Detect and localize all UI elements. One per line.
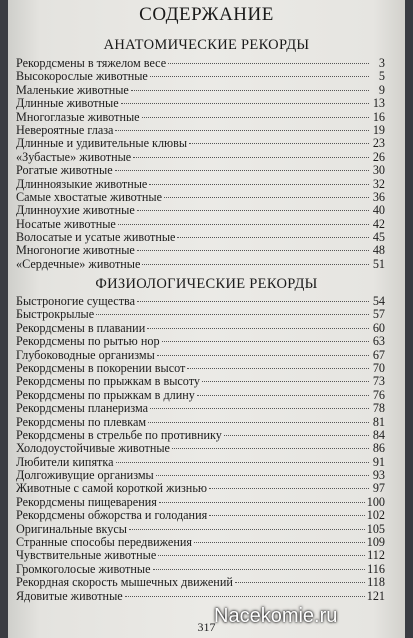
dot-leader bbox=[148, 422, 369, 423]
toc-entry-page: 48 bbox=[372, 243, 385, 258]
toc-entry bbox=[16, 349, 385, 362]
toc-entry-page: 91 bbox=[372, 454, 385, 469]
toc-entry-page: 40 bbox=[372, 203, 385, 218]
toc-entry bbox=[16, 151, 385, 164]
toc-entry bbox=[16, 402, 385, 415]
toc-entry-title: Невероятные глаза bbox=[16, 122, 114, 137]
toc-entry-page: 67 bbox=[372, 347, 385, 362]
toc-entry-title: Длинноязыкие животные bbox=[16, 176, 148, 191]
toc-entry bbox=[16, 218, 385, 231]
dot-leader bbox=[209, 488, 369, 489]
toc-entry bbox=[16, 416, 385, 429]
dot-leader bbox=[172, 448, 369, 449]
dot-leader bbox=[121, 103, 369, 104]
toc-entry-title: Ядовитые животные bbox=[16, 588, 123, 603]
toc-entry bbox=[16, 590, 385, 603]
toc-entry-page: 30 bbox=[372, 163, 385, 178]
toc-entry bbox=[16, 496, 385, 509]
toc-entry-page: 109 bbox=[366, 535, 385, 550]
toc-entry-title: Рекордсмены обжорства и голодания bbox=[16, 508, 208, 523]
toc-entry bbox=[16, 231, 385, 244]
dot-leader bbox=[164, 197, 369, 198]
toc-entry bbox=[16, 536, 385, 549]
toc-entry-page: 78 bbox=[372, 401, 385, 416]
dot-leader bbox=[96, 314, 369, 315]
dot-leader bbox=[235, 582, 365, 583]
toc-entry bbox=[16, 97, 385, 110]
toc-entry-page: 93 bbox=[372, 468, 385, 483]
toc-entry bbox=[16, 308, 385, 321]
dot-leader bbox=[194, 542, 365, 543]
toc-entry bbox=[16, 111, 385, 124]
toc-entry-page: 9 bbox=[378, 82, 385, 97]
dot-leader bbox=[137, 210, 369, 211]
toc-entry-title: «Сердечные» животные bbox=[16, 256, 141, 271]
toc-entry-page: 51 bbox=[372, 256, 385, 271]
toc-entry-title: Рекордсмены по плевкам bbox=[16, 414, 147, 429]
toc-entry-title: «Зубастые» животные bbox=[16, 149, 132, 164]
toc-entry-page: 102 bbox=[366, 508, 385, 523]
section-heading-physiological: ФИЗИОЛОГИЧЕСКИЕ РЕКОРДЫ bbox=[95, 276, 318, 292]
toc-entry bbox=[16, 335, 385, 348]
toc-entry-page: 70 bbox=[372, 360, 385, 375]
toc-entry-title: Громкоголосые животные bbox=[16, 561, 151, 576]
dot-leader bbox=[142, 117, 369, 118]
toc-entry-title: Оригинальные вкусы bbox=[16, 521, 127, 536]
toc-entry-page: 57 bbox=[372, 307, 385, 322]
dot-leader bbox=[224, 435, 369, 436]
dot-leader bbox=[202, 381, 369, 382]
toc-list-physiological bbox=[16, 295, 385, 603]
toc-entry-page: 3 bbox=[378, 56, 385, 70]
toc-entry-page: 42 bbox=[372, 216, 385, 231]
section-heading-anatomical: АНАТОМИЧЕСКИЕ РЕКОРДЫ bbox=[103, 37, 310, 53]
dot-leader bbox=[149, 184, 369, 185]
toc-entry bbox=[16, 523, 385, 536]
dot-leader bbox=[118, 224, 369, 225]
dot-leader bbox=[116, 462, 369, 463]
dot-leader bbox=[115, 170, 369, 171]
toc-entry bbox=[16, 137, 385, 150]
toc-entry-title: Животные с самой короткой жизнью bbox=[16, 481, 207, 496]
toc-entry-title: Рекордсмены в покорении высот bbox=[16, 360, 186, 375]
toc-entry-page: 84 bbox=[372, 427, 385, 442]
toc-entry-title: Длинноухие животные bbox=[16, 203, 135, 218]
toc-entry-page: 26 bbox=[372, 149, 385, 164]
dot-leader bbox=[158, 555, 365, 556]
toc-entry-page: 97 bbox=[372, 481, 385, 496]
toc-entry-title: Носатые животные bbox=[16, 216, 116, 231]
toc-entry bbox=[16, 84, 385, 97]
toc-entry-page: 45 bbox=[372, 230, 385, 245]
toc-entry-title: Рекордная скорость мышечных движений bbox=[16, 575, 233, 590]
toc-entry bbox=[16, 429, 385, 442]
toc-entry-title: Самые хвостатые животные bbox=[16, 189, 162, 204]
dot-leader bbox=[162, 341, 369, 342]
toc-entry-title: Рекордсмены в плавании bbox=[16, 320, 146, 335]
toc-entry bbox=[16, 70, 385, 83]
dot-leader bbox=[197, 395, 369, 396]
toc-entry-title: Рекордсмены в тяжелом весе bbox=[16, 56, 167, 70]
toc-entry bbox=[16, 322, 385, 335]
toc-entry-page: 100 bbox=[366, 494, 385, 509]
toc-entry-page: 118 bbox=[367, 575, 385, 590]
toc-entry-page: 54 bbox=[372, 294, 385, 308]
toc-entry-title: Долгоживущие организмы bbox=[16, 468, 154, 483]
toc-entry-title: Многоглазые животные bbox=[16, 109, 140, 124]
toc-entry-title: Глубоководные организмы bbox=[16, 347, 155, 362]
page-number: 317 bbox=[197, 620, 216, 634]
dot-leader bbox=[137, 301, 369, 302]
toc-entry bbox=[16, 509, 385, 522]
toc-entry-page: 16 bbox=[372, 109, 385, 124]
toc-entry bbox=[16, 389, 385, 402]
toc-entry-page: 32 bbox=[372, 176, 385, 191]
toc-entry-page: 121 bbox=[366, 588, 385, 603]
dot-leader bbox=[150, 76, 369, 77]
dot-leader bbox=[156, 475, 369, 476]
toc-entry-title: Рекордсмены по прыжкам в длину bbox=[16, 387, 195, 402]
toc-entry-title: Рекордсмены планеризма bbox=[16, 401, 149, 416]
toc-entry-page: 81 bbox=[372, 414, 385, 429]
dot-leader bbox=[137, 250, 369, 251]
dot-leader bbox=[147, 328, 369, 329]
toc-list-anatomical bbox=[16, 57, 385, 271]
toc-entry-page: 112 bbox=[367, 548, 385, 563]
toc-entry-page: 5 bbox=[378, 69, 385, 84]
dot-leader bbox=[142, 264, 369, 265]
toc-entry bbox=[16, 244, 385, 257]
dot-leader bbox=[115, 130, 369, 131]
toc-entry-page: 23 bbox=[372, 136, 385, 151]
toc-entry-title: Рогатые животные bbox=[16, 163, 113, 178]
toc-entry bbox=[16, 563, 385, 576]
toc-entry bbox=[16, 57, 385, 70]
toc-entry-title: Быстроногие существа bbox=[16, 294, 136, 308]
toc-entry bbox=[16, 469, 385, 482]
toc-entry bbox=[16, 576, 385, 589]
toc-entry bbox=[16, 375, 385, 388]
dot-leader bbox=[131, 90, 369, 91]
dot-leader bbox=[209, 515, 365, 516]
toc-entry-page: 105 bbox=[366, 521, 385, 536]
toc-entry-page: 73 bbox=[372, 374, 385, 389]
toc-entry-title: Быстрокрылые bbox=[16, 307, 95, 322]
toc-entry bbox=[16, 178, 385, 191]
toc-entry-page: 13 bbox=[372, 96, 385, 111]
toc-entry bbox=[16, 549, 385, 562]
toc-entry-title: Длинные и удивительные клювы bbox=[16, 136, 188, 151]
toc-entry-page: 60 bbox=[372, 320, 385, 335]
toc-entry-title: Высокорослые животные bbox=[16, 69, 148, 84]
toc-entry-title: Чувствительные животные bbox=[16, 548, 157, 563]
dot-leader bbox=[157, 355, 369, 356]
toc-entry-page: 63 bbox=[372, 334, 385, 349]
dot-leader bbox=[168, 63, 369, 64]
dot-leader bbox=[153, 569, 366, 570]
toc-entry-page: 36 bbox=[372, 189, 385, 204]
page-title: СОДЕРЖАНИЕ bbox=[139, 4, 274, 25]
toc-entry-title: Рекордсмены пищеварения bbox=[16, 494, 157, 509]
dot-leader bbox=[187, 368, 369, 369]
toc-entry bbox=[16, 124, 385, 137]
toc-entry bbox=[16, 204, 385, 217]
toc-entry-title: Рекордсмены в стрельбе по противнику bbox=[16, 427, 222, 442]
toc-entry-page: 86 bbox=[372, 441, 385, 456]
toc-entry-title: Рекордсмены по прыжкам в высоту bbox=[16, 374, 200, 389]
dot-leader bbox=[125, 596, 365, 597]
dot-leader bbox=[177, 237, 369, 238]
toc-entry bbox=[16, 164, 385, 177]
dot-leader bbox=[150, 408, 369, 409]
toc-entry bbox=[16, 362, 385, 375]
toc-entry-page: 76 bbox=[372, 387, 385, 402]
toc-entry bbox=[16, 456, 385, 469]
toc-entry bbox=[16, 258, 385, 271]
toc-entry-title: Волосатые и усатые животные bbox=[16, 230, 176, 245]
toc-entry bbox=[16, 295, 385, 308]
dot-leader bbox=[159, 502, 365, 503]
toc-entry-title: Рекордсмены по рытью нор bbox=[16, 334, 160, 349]
toc-entry-title: Странные способы передвижения bbox=[16, 535, 192, 550]
toc-entry bbox=[16, 191, 385, 204]
dot-leader bbox=[129, 529, 365, 530]
toc-entry-title: Любители кипятка bbox=[16, 454, 114, 469]
dot-leader bbox=[189, 143, 369, 144]
book-page bbox=[8, 0, 405, 638]
toc-entry-title: Длинные животные bbox=[16, 96, 119, 111]
watermark-text: Nacekomie.ru bbox=[214, 605, 338, 627]
toc-entry-title: Многоногие животные bbox=[16, 243, 135, 258]
dot-leader bbox=[133, 157, 369, 158]
toc-entry-title: Маленькие животные bbox=[16, 82, 129, 97]
toc-entry bbox=[16, 482, 385, 495]
toc-entry-title: Холодоустойчивые животные bbox=[16, 441, 170, 456]
toc-entry-page: 116 bbox=[367, 561, 385, 576]
toc-entry-page: 19 bbox=[372, 122, 385, 137]
toc-entry bbox=[16, 442, 385, 455]
